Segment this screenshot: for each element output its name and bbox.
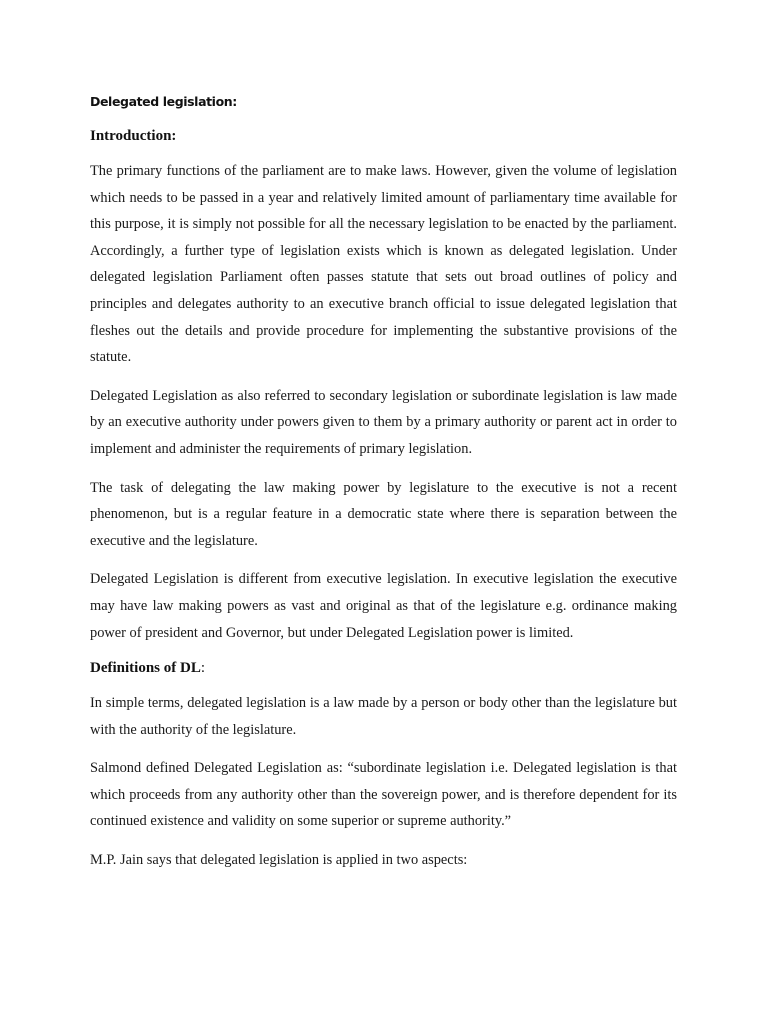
introduction-heading: Introduction:: [90, 128, 177, 144]
definitions-heading: [90, 658, 677, 678]
definitions-paragraph-1: In simple terms, delegated legislation is a law made by a person or body other than the legislature but with the authority of the legislature.: [90, 695, 677, 738]
document-body: [90, 92, 677, 886]
intro-paragraph-4: Delegated Legislation is different from executive legislation. In executive legislation the executive may have law making powers as vast and original as that of the legislature e.g. ordinance making power of president and Governor, but under Delegated Legislation power is limited.: [90, 571, 677, 641]
definitions-heading-text: Definitions of DL: [90, 660, 201, 677]
document-title: Delegated legislation:: [90, 94, 237, 109]
definitions-paragraph-3: M.P. Jain says that delegated legislation is applied in two aspects:: [90, 852, 468, 869]
intro-paragraph-1: The primary functions of the parliament are to make laws. However, given the volume of legislation which needs to be passed in a year and relatively limited amount of parliamentary time available for this purpose, it is simply not possible for all the necessary legislation to be enacted by the parliament. Accordingly, a further type of legislation exists which is known as delegated legislation. Under delegated legislation Parliament often passes statute that sets out broad outlines of policy and principles and delegates authority to an executive branch official to issue delegated legislation that fleshes out the details and provide procedure for implementing the substantive provisions of the statute.: [90, 163, 677, 366]
definitions-heading-colon: :: [200, 660, 206, 677]
intro-paragraph-2: Delegated Legislation as also referred to secondary legislation or subordinate legislation is law made by an executive authority under powers given to them by a primary authority or parent act in order to implement and administer the requirements of primary legislation.: [90, 387, 677, 457]
intro-paragraph-3: The task of delegating the law making power by legislature to the executive is not a recent phenomenon, but is a regular feature in a democratic state where there is separation between the executive and the legislature.: [90, 479, 677, 549]
definitions-paragraph-2: Salmond defined Delegated Legislation as: “subordinate legislation i.e. Delegated legislation is that which proceeds from any authority other than the sovereign power, and is therefore dependent for its continued existence and validity on some superior or supreme authority.”: [90, 760, 677, 830]
